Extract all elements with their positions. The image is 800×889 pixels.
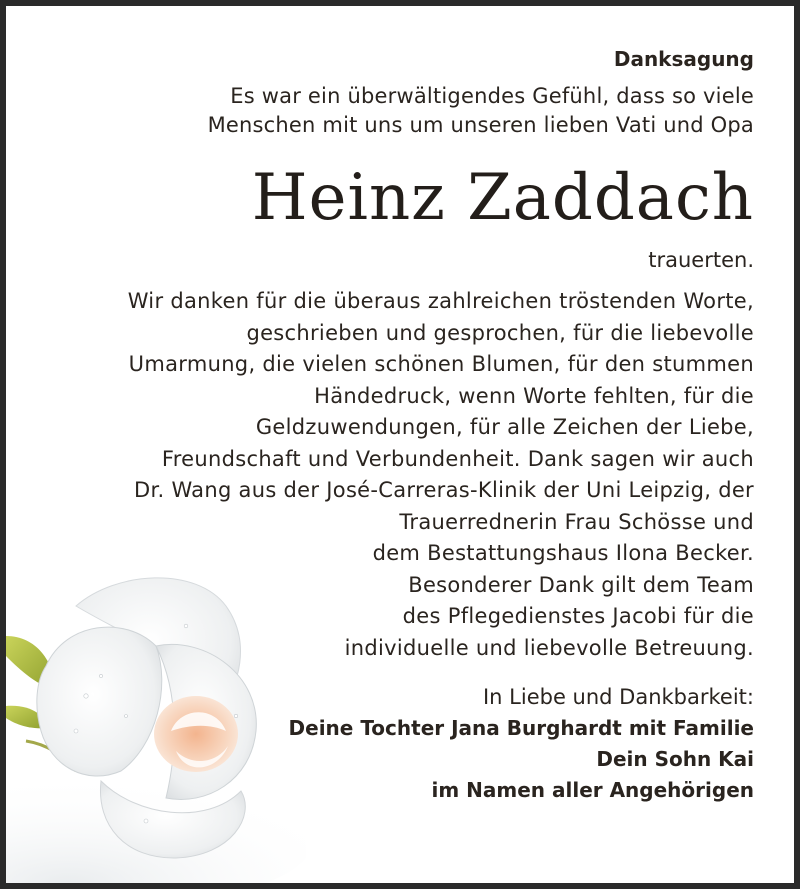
closing-block	[34, 682, 754, 806]
thanks-line: Dr. Wang aus der José-Carreras-Klinik der Uni Leipzig, der	[134, 478, 754, 502]
signature-line: Deine Tochter Jana Burghardt mit Familie	[288, 716, 754, 740]
mourned-text: trauerten.	[648, 248, 754, 272]
thanks-line: Geldzuwendungen, für alle Zeichen der Liebe,	[255, 415, 754, 439]
thanks-line: Besonderer Dank gilt dem Team	[408, 572, 754, 597]
thanks-line: Trauerrednerin Frau Schösse und	[399, 509, 754, 534]
thanks-line: des Pflegedienstes Jacobi für die	[402, 604, 754, 628]
thanks-block	[34, 286, 754, 664]
thanks-line: Umarmung, die vielen schönen Blumen, für den stummen	[128, 352, 754, 376]
thanks-line: Händedruck, wenn Worte fehlten, für die	[314, 383, 754, 408]
thanks-line: geschrieben und gesprochen, für die liebevolle	[246, 320, 754, 345]
thanks-line: individuelle und liebevolle Betreuung.	[344, 635, 754, 660]
signature-line: Dein Sohn Kai	[596, 747, 754, 771]
notice-text	[34, 46, 754, 806]
closing-line: In Liebe und Dankbarkeit:	[482, 685, 754, 709]
deceased-name: Heinz Zaddach	[251, 161, 754, 235]
signature-line: im Namen aller Angehörigen	[431, 778, 754, 802]
intro-block	[34, 82, 754, 140]
thanks-line: Wir danken für die überaus zahlreichen tröstenden Worte,	[127, 289, 754, 313]
intro-line: Menschen mit uns um unseren lieben Vati und Opa	[207, 113, 754, 137]
intro-line: Es war ein überwältigendes Gefühl, dass so viele	[230, 84, 754, 108]
thanks-line: Freundschaft und Verbundenheit. Dank sagen wir auch	[161, 446, 754, 471]
thanks-line: dem Bestattungshaus Ilona Becker.	[372, 541, 754, 565]
notice-heading: Danksagung	[613, 47, 754, 71]
